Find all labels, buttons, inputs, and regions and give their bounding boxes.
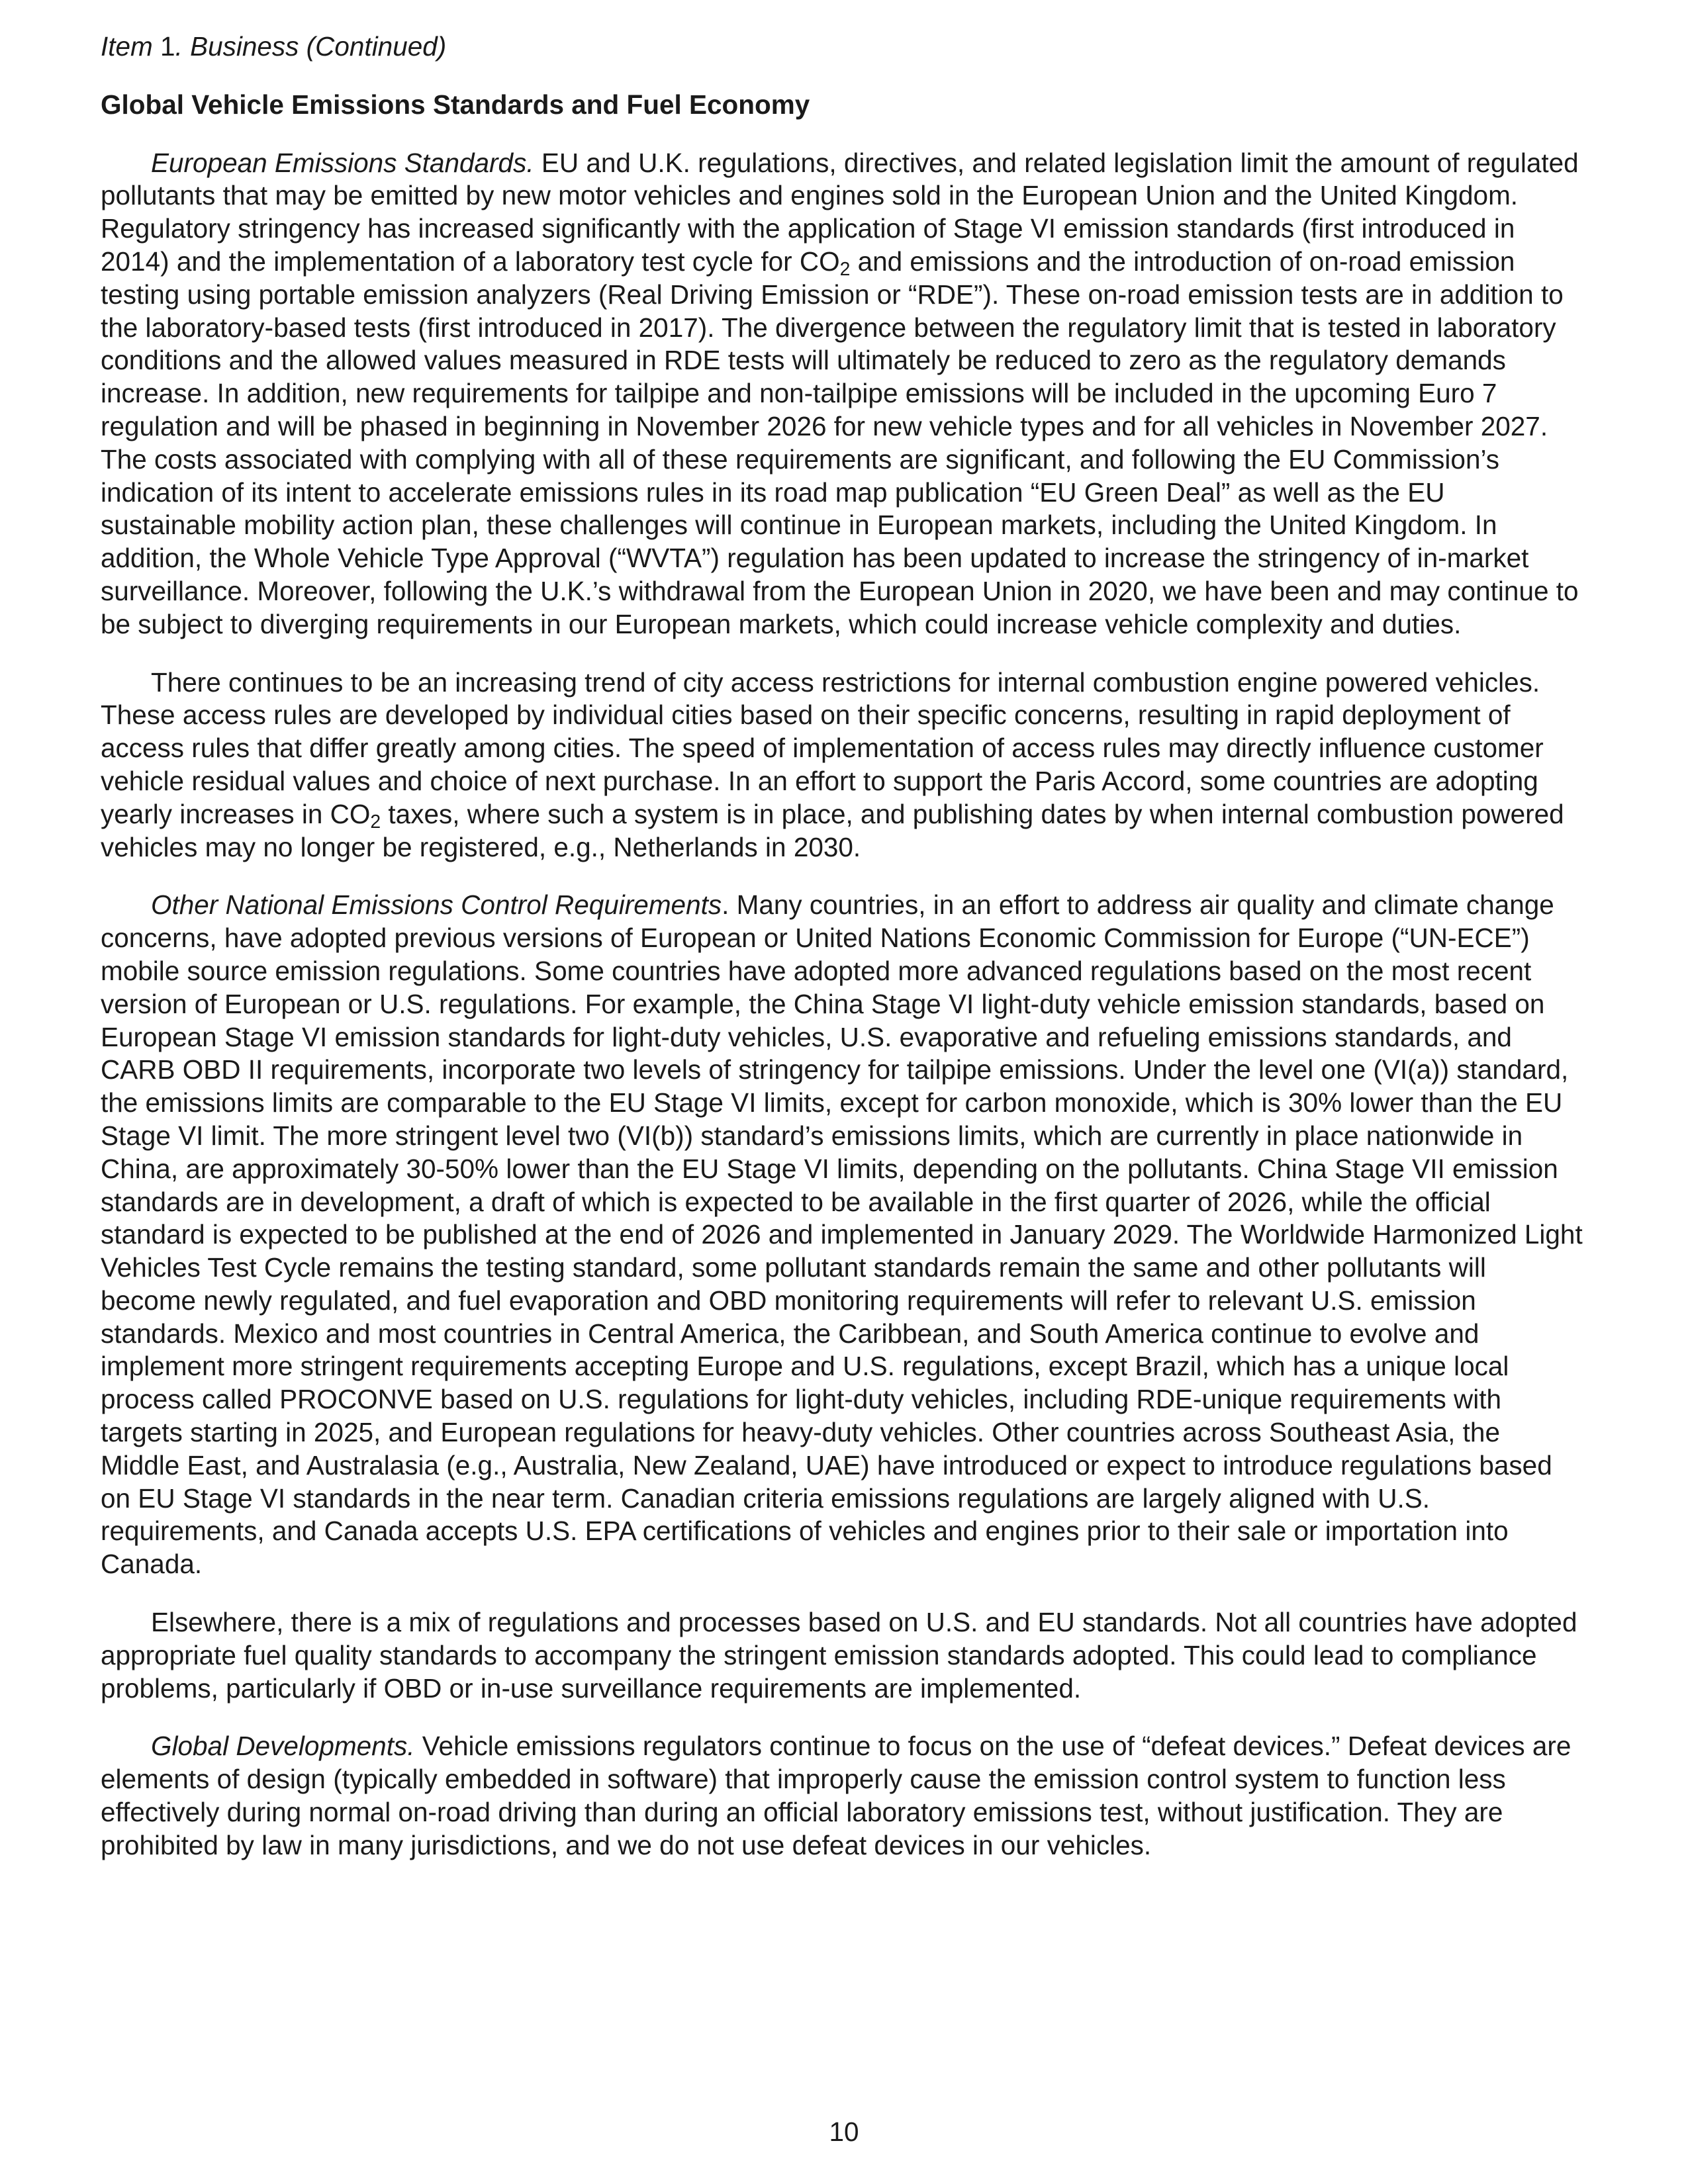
page-number: 10 <box>829 2116 859 2147</box>
section-header <box>101 30 1583 64</box>
paragraph-text: There continues to be an increasing trend of city access restrictions for internal combustion engine powered vehicles. These access rules are developed by individual cities based on their specific concerns, resulting in rapid deployment of access rules that differ greatly among cities. The speed of implementation of access rules may directly influence customer vehicle residual values and choice of next purchase. In an effort to support the Paris Accord, some countries are adopting yearly increases in CO <box>101 666 1544 829</box>
paragraph-text: and emissions and the introduction of on-road emission testing using portable emission analyzers (Real Driving Emission or “RDE”). These on-road emission tests are in addition to the laboratory-based tests (first introduced in 2017). The divergence between the regulatory limit that is tested in laboratory conditions and the allowed values measured in RDE tests will ultimately be reduced to zero as the regulatory demands increase. In addition, new requirements for tailpipe and non-tailpipe emissions will be included in the upcoming Euro 7 regulation and will be phased in beginning in November 2026 for new vehicle types and for all vehicles in November 2027. The costs associated with complying with all of these requirements are significant, and following the EU Commission’s indication of its intent to accelerate emissions rules in its road map publication “EU Green Deal” as well as the EU sustainable mobility action plan, these challenges will continue in European markets, including the United Kingdom. In addition, the Whole Vehicle Type Approval (“WVTA”) regulation has been updated to increase the stringency of in-market surveillance. Moreover, following the U.K.’s withdrawal from the European Union in 2020, we have been and may continue to be subject to diverging requirements in our European markets, which could increase vehicle complexity and duties. <box>101 246 1579 639</box>
item-number: 1 <box>160 31 175 62</box>
item-label: Item <box>101 31 153 62</box>
item-title: . Business (Continued) <box>175 31 447 62</box>
paragraph-text: Elsewhere, there is a mix of regulations and processes based on U.S. and EU standards. Not all countries have adopted appropriate fuel quality standards to accompany the stringent emission standards adopted. This could lead to compliance problems, particularly if OBD or in-use surveillance requirements are implemented. <box>101 1607 1577 1704</box>
paragraph-elsewhere <box>101 1606 1583 1705</box>
section-heading: Global Vehicle Emissions Standards and Fuel Economy <box>101 89 810 120</box>
paragraph-text: taxes, where such a system is in place, and publishing dates by when internal combustion powered vehicles may no longer be registered, e.g., Netherlands in 2030. <box>101 798 1564 862</box>
subscript: 2 <box>370 811 381 833</box>
paragraph-text: Vehicle emissions regulators continue to focus on the use of “defeat devices.” Defeat devices are elements of design (typically embedded in software) that improperly cause the emission control system to function less effectively during normal on-road driving than during an official laboratory emissions test, without justification. They are prohibited by law in many jurisdictions, and we do not use defeat devices in our vehicles. <box>101 1731 1571 1860</box>
paragraph-text: EU and U.K. regulations, directives, and related legislation limit the amount of regulated pollutants that may be emitted by new motor vehicles and engines sold in the European Union and the United Kingdom. Regulatory stringency has increased significantly with the application of Stage VI emission standards (first introduced in 2014) and the implementation of a laboratory test cycle for CO <box>101 147 1579 277</box>
paragraph-other-national <box>101 889 1583 1581</box>
paragraph-city-access <box>101 666 1583 864</box>
paragraph-global-developments <box>101 1730 1583 1862</box>
subscript: 2 <box>839 259 851 281</box>
document-page <box>101 30 1583 1862</box>
paragraph-text: . Many countries, in an effort to address air quality and climate change concerns, have adopted previous versions of European or United Nations Economic Commission for Europe (“UN-ECE”) mobile source emission regulations. Some countries have adopted more advanced regulations based on the most recent version of European or U.S. regulations. For example, the China Stage VI light-duty vehicle emission standards, based on European Stage VI emission standards for light-duty vehicles, U.S. evaporative and refueling emissions standards, and CARB OBD II requirements, incorporate two levels of stringency for tailpipe emissions. Under the level one (VI(a)) standard, the emissions limits are comparable to the EU Stage VI limits, except for carbon monoxide, which is 30% lower than the EU Stage VI limit. The more stringent level two (VI(b)) standard’s emissions limits, which are currently in place nationwide in China, are approximately 30-50% lower than the EU Stage VI limits, depending on the pollutants. China Stage VII emission standards are in development, a draft of which is expected to be available in the first quarter of 2026, while the official standard is expected to be published at the end of 2026 and implemented in January 2029. The Worldwide Harmonized Light Vehicles Test Cycle remains the testing standard, some pollutant standards remain the same and other pollutants will become newly regulated, and fuel evaporation and OBD monitoring requirements will refer to relevant U.S. emission standards. Mexico and most countries in Central America, the Caribbean, and South America continue to evolve and implement more stringent requirements accepting Europe and U.S. regulations, except Brazil, which has a unique local process called PROCONVE based on U.S. regulations for light-duty vehicles, including RDE-unique requirements with targets starting in 2025, and European regulations for heavy-duty vehicles. Other countries across Southeast Asia, the Middle East, and Australasia (e.g., Australia, New Zealand, UAE) have introduced or expect to introduce regulations based on EU Stage VI standards in the near term. Canadian criteria emissions regulations are largely aligned with U.S. requirements, and Canada accepts U.S. EPA certifications of vehicles and engines prior to their sale or importation into Canada. <box>101 889 1583 1580</box>
paragraph-lead: Global Developments. <box>151 1731 415 1762</box>
paragraph-european-emissions <box>101 147 1583 641</box>
paragraph-lead: European Emissions Standards. <box>151 147 534 178</box>
paragraph-lead: Other National Emissions Control Requirements <box>151 889 722 921</box>
